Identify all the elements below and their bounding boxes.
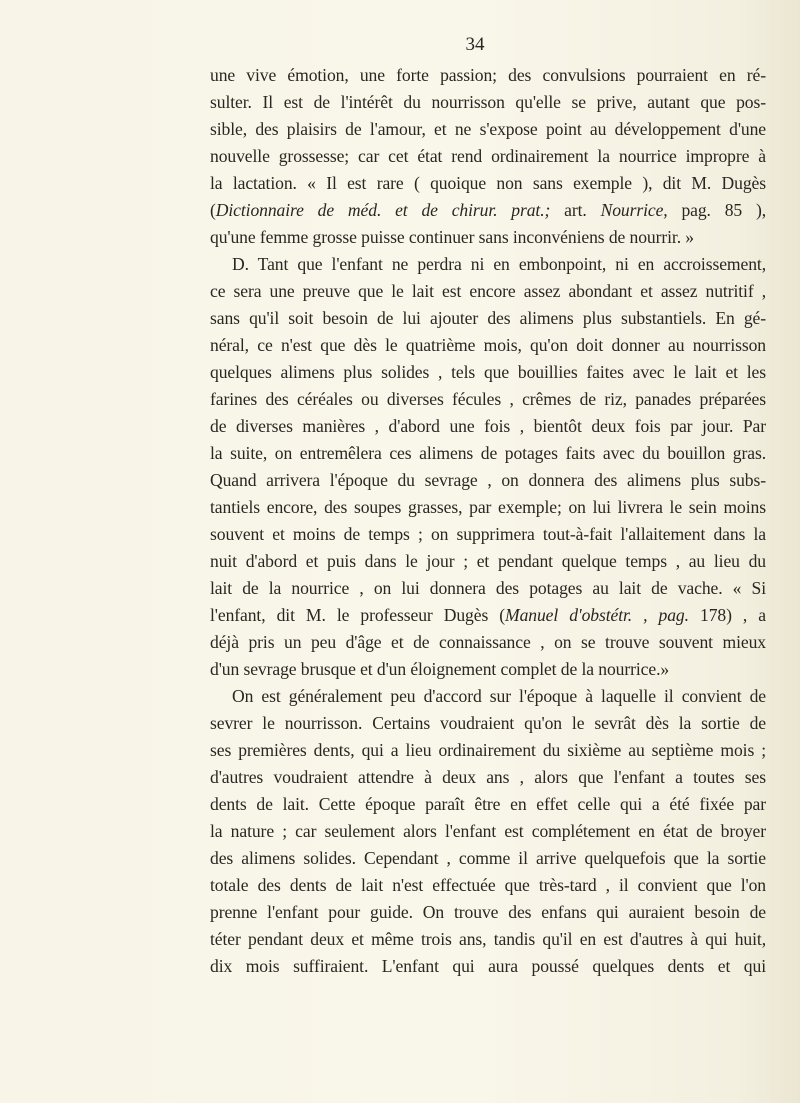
- italic-citation: Nourrice,: [600, 200, 668, 220]
- text-segment: d'un sevrage brusque et d'un éloignement complet de la nourrice.»: [210, 659, 670, 679]
- text-segment: sulter. Il est de l'intérêt du nourrisson qu'elle se prive, autant que pos-: [210, 92, 766, 112]
- text-segment: sevrer le nourrisson. Certains voudraient qu'on le sevrât dès la sortie de: [210, 713, 766, 733]
- text-segment: pag. 85 ),: [667, 200, 767, 220]
- text-line: [210, 89, 766, 116]
- text-segment: sans qu'il soit besoin de lui ajouter des alimens plus substantiels. En gé-: [210, 308, 766, 328]
- text-line: [210, 440, 766, 467]
- text-line: [210, 629, 766, 656]
- text-line: [210, 278, 766, 305]
- body-text: [210, 62, 766, 980]
- text-line: [210, 116, 766, 143]
- text-segment: 178) , a: [688, 605, 766, 625]
- text-line: [210, 197, 766, 224]
- text-segment: art.: [550, 200, 601, 220]
- text-line: [210, 251, 766, 278]
- text-segment: prenne l'enfant pour guide. On trouve des enfans qui auraient besoin de: [210, 902, 766, 922]
- text-line: [210, 764, 766, 791]
- text-segment: néral, ce n'est que dès le quatrième mois, qu'on doit donner au nourrisson: [210, 335, 766, 355]
- text-line: [210, 872, 766, 899]
- text-line: [210, 602, 766, 629]
- text-segment: nouvelle grossesse; car cet état rend ordinairement la nourrice impropre à: [210, 146, 766, 166]
- text-line: [210, 467, 766, 494]
- italic-citation: Dictionnaire de méd. et de chirur. prat.;: [215, 200, 551, 220]
- text-line: [210, 683, 766, 710]
- text-segment: une vive émotion, une forte passion; des convulsions pourraient en ré-: [210, 65, 766, 85]
- page-number: 34: [465, 34, 485, 55]
- text-line: [210, 845, 766, 872]
- text-segment: la lactation. « Il est rare ( quoique non sans exemple ), dit M. Dugès: [210, 173, 766, 193]
- text-segment: D. Tant que l'enfant ne perdra ni en embonpoint, ni en accroissement,: [232, 254, 766, 274]
- text-segment: farines des céréales ou diverses fécules , crêmes de riz, panades préparées: [210, 389, 766, 409]
- text-segment: On est généralement peu d'accord sur l'époque à laquelle il convient de: [232, 686, 766, 706]
- text-segment: l'enfant, dit M. le professeur Dugès (: [210, 605, 506, 625]
- text-line: [210, 332, 766, 359]
- text-segment: lait de la nourrice , on lui donnera des potages au lait de vache. « Si: [210, 578, 766, 598]
- text-segment: des alimens solides. Cependant , comme il arrive quelquefois que la sortie: [210, 848, 766, 868]
- text-line: [210, 413, 766, 440]
- text-line: [210, 143, 766, 170]
- italic-citation: Manuel d'obstétr. , pag.: [505, 605, 689, 625]
- text-line: [210, 899, 766, 926]
- text-line: [210, 62, 766, 89]
- text-segment: d'autres voudraient attendre à deux ans , alors que l'enfant a toutes ses: [210, 767, 766, 787]
- text-line: [210, 170, 766, 197]
- text-segment: souvent et moins de temps ; on supprimera tout-à-fait l'allaitement dans la: [210, 524, 766, 544]
- text-segment: dix mois suffiraient. L'enfant qui aura poussé quelques dents et qui: [210, 956, 766, 976]
- text-segment: tantiels encore, des soupes grasses, par exemple; on lui livrera le sein moins: [210, 497, 766, 517]
- text-line: [210, 548, 766, 575]
- text-line: [210, 494, 766, 521]
- text-segment: la nature ; car seulement alors l'enfant est complétement en état de broyer: [210, 821, 766, 841]
- text-line: [210, 386, 766, 413]
- text-segment: nuit d'abord et puis dans le jour ; et pendant quelque temps , au lieu du: [210, 551, 766, 571]
- text-line: [210, 521, 766, 548]
- text-line: [210, 575, 766, 602]
- text-line: [210, 953, 766, 980]
- text-segment: de diverses manières , d'abord une fois , bientôt deux fois par jour. Par: [210, 416, 766, 436]
- text-segment: téter pendant deux et même trois ans, tandis qu'il en est d'autres à qui huit,: [210, 929, 766, 949]
- text-line: [210, 305, 766, 332]
- text-line: [210, 926, 766, 953]
- text-segment: qu'une femme grosse puisse continuer sans inconvéniens de nourrir. »: [210, 227, 694, 247]
- text-segment: totale des dents de lait n'est effectuée que très-tard , il convient que l'on: [210, 875, 766, 895]
- text-line: [210, 737, 766, 764]
- text-line: [210, 224, 766, 251]
- text-segment: (: [210, 200, 216, 220]
- text-segment: Quand arrivera l'époque du sevrage , on donnera des alimens plus subs-: [210, 470, 766, 490]
- text-segment: quelques alimens plus solides , tels que bouillies faites avec le lait et les: [210, 362, 766, 382]
- text-segment: déjà pris un peu d'âge et de connaissance , on se trouve souvent mieux: [210, 632, 766, 652]
- text-segment: ses premières dents, qui a lieu ordinairement du sixième au septième mois ;: [210, 740, 766, 760]
- text-line: [210, 818, 766, 845]
- text-line: [210, 359, 766, 386]
- text-segment: dents de lait. Cette époque paraît être en effet celle qui a été fixée par: [210, 794, 766, 814]
- text-line: [210, 656, 766, 683]
- text-segment: la suite, on entremêlera ces alimens de potages faits avec du bouillon gras.: [210, 443, 766, 463]
- text-segment: sible, des plaisirs de l'amour, et ne s'expose point au développement d'une: [210, 119, 766, 139]
- text-line: [210, 710, 766, 737]
- text-line: [210, 791, 766, 818]
- text-segment: ce sera une preuve que le lait est encore assez abondant et assez nutritif ,: [210, 281, 766, 301]
